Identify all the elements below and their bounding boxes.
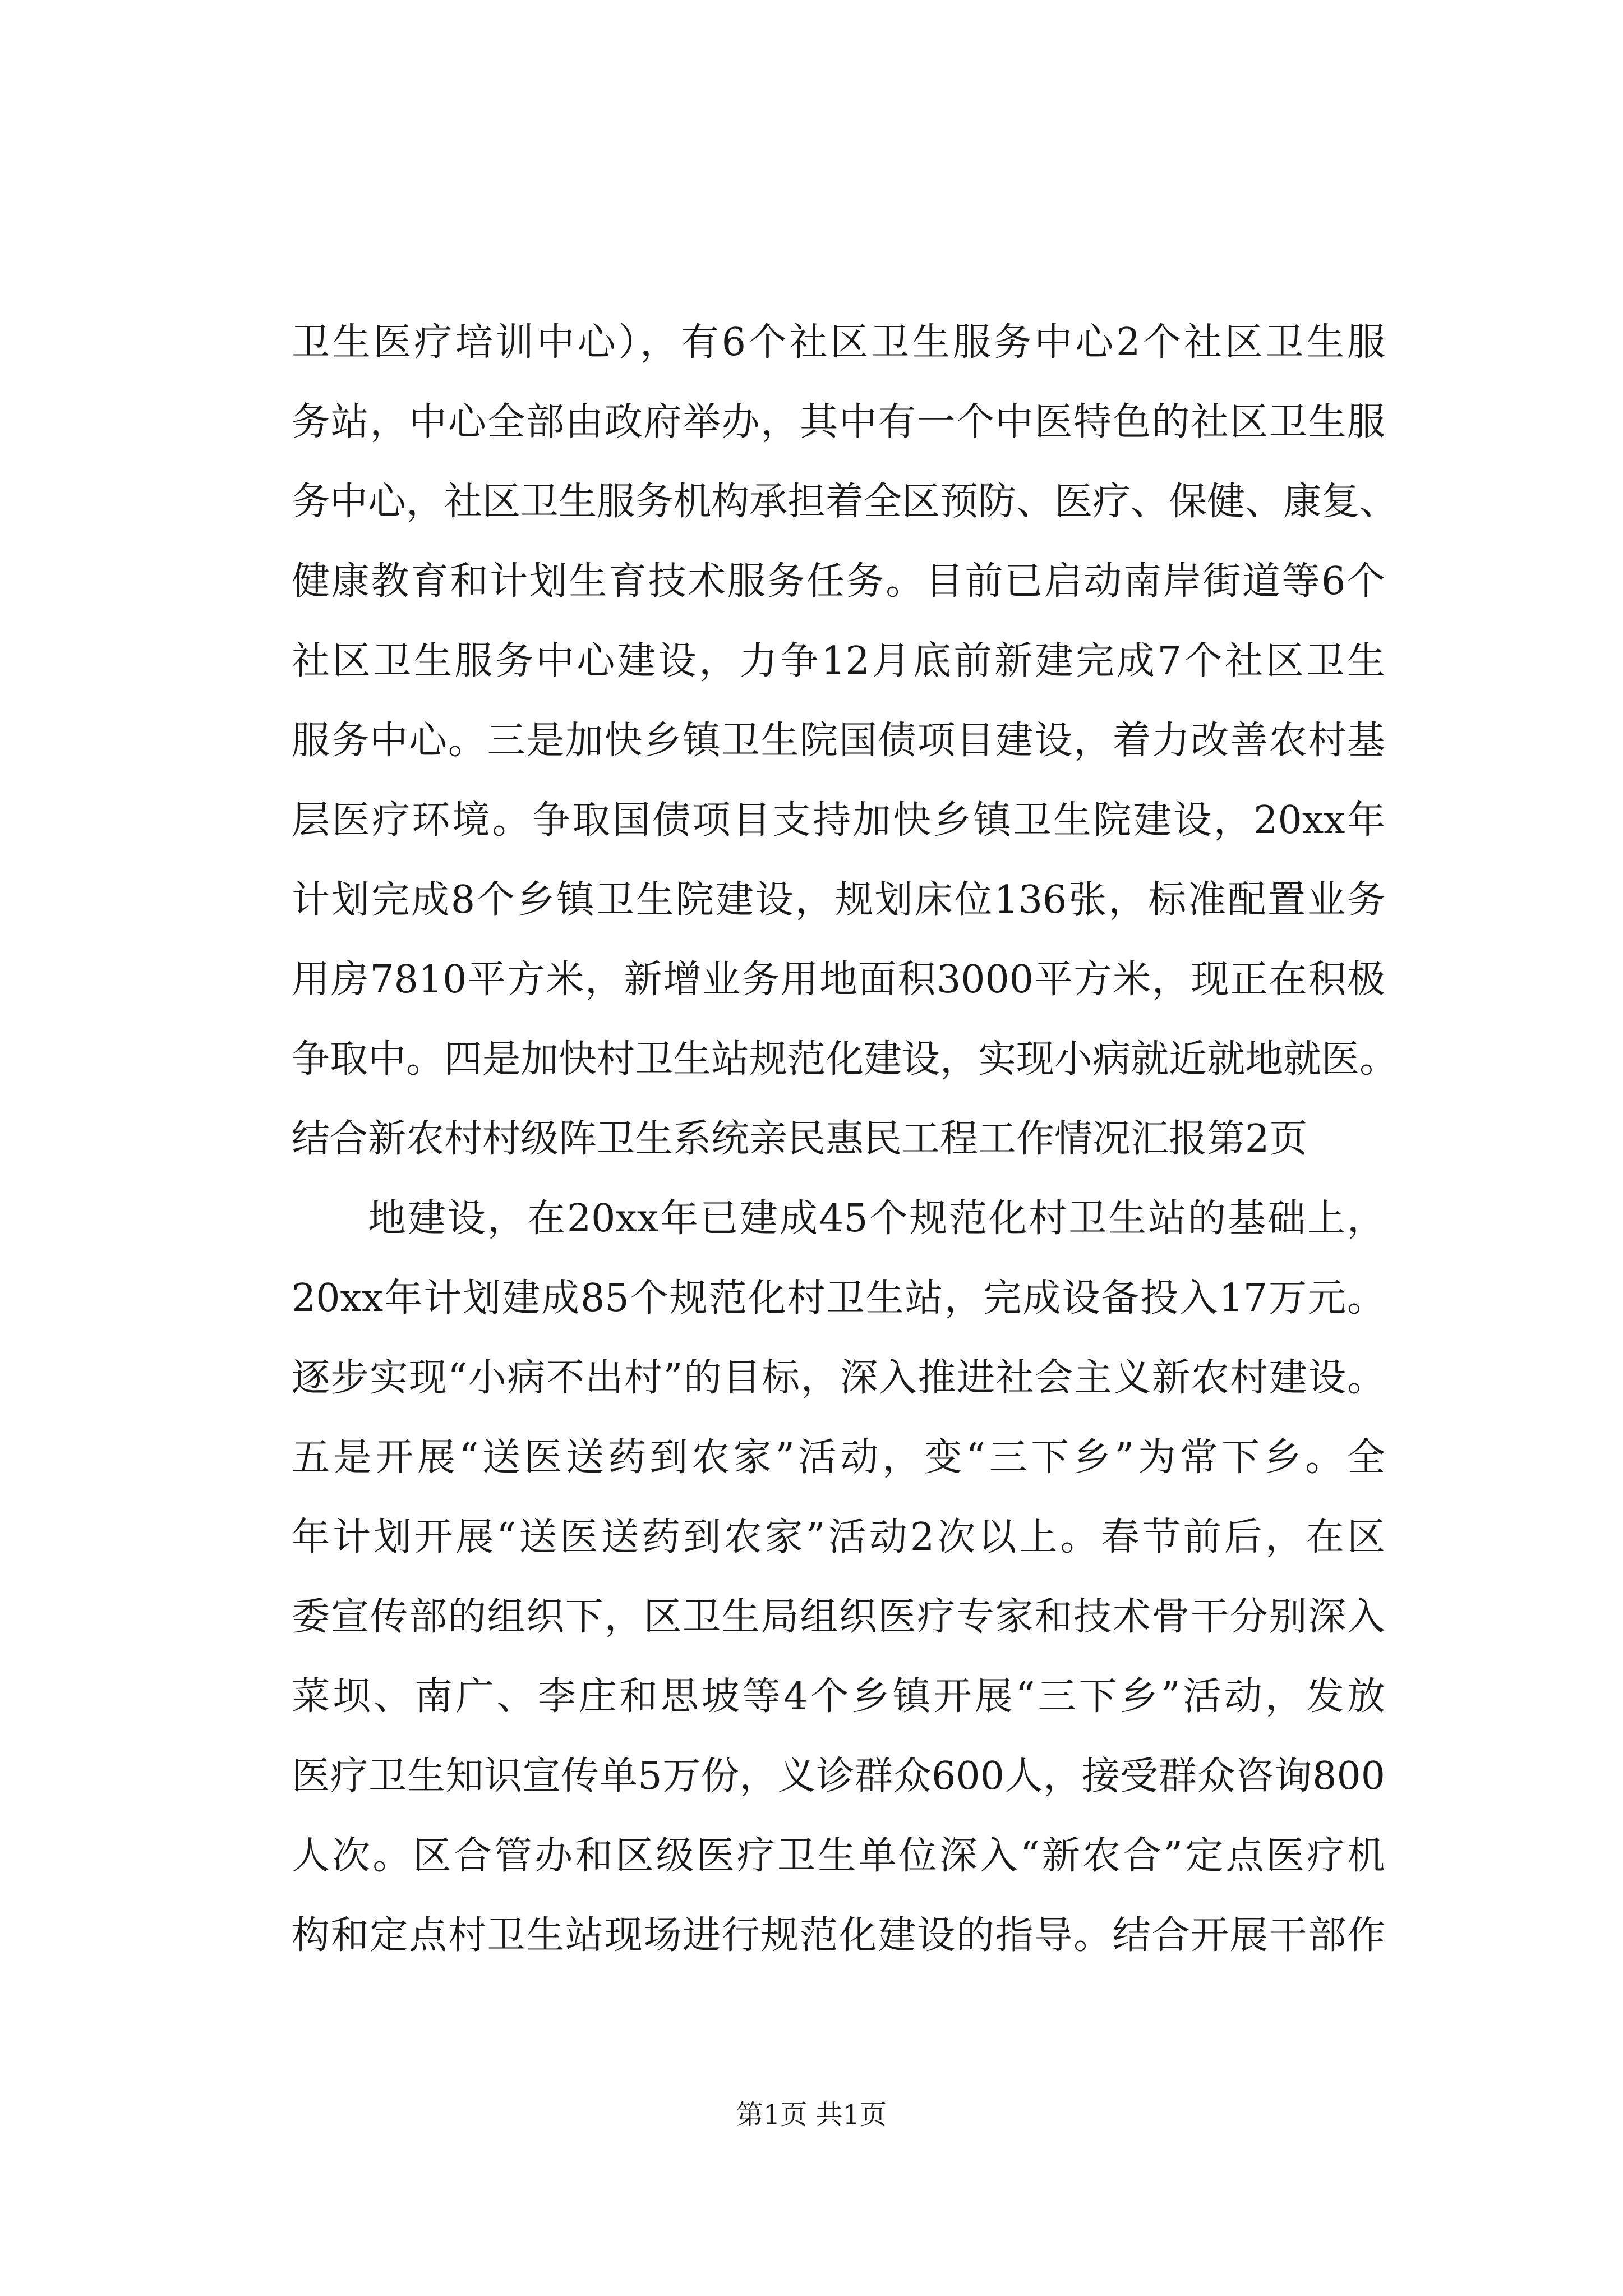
document-body (292, 303, 1398, 1976)
text-line: 人次。区合管办和区级医疗卫生单位深入“新农合”定点医疗机 (292, 1834, 1385, 1878)
text-line: 服务中心。三是加快乡镇卫生院国债项目建设，着力改善农村基 (292, 719, 1385, 763)
text-line: 层医疗环境。争取国债项目支持加快乡镇卫生院建设，20xx年 (292, 798, 1385, 843)
text-line: 委宣传部的组织下，区卫生局组织医疗专家和技术骨干分别深入 (292, 1595, 1385, 1639)
text-line: 用房7810平方米，新增业务用地面积3000平方米，现正在积极 (292, 958, 1385, 1002)
text-line: 卫生医疗培训中心），有6个社区卫生服务中心2个社区卫生服 (292, 320, 1385, 365)
text-line: 菜坝、南广、李庄和思坡等4个乡镇开展“三下乡”活动，发放 (292, 1674, 1385, 1719)
text-line: 争取中。四是加快村卫生站规范化建设，实现小病就近就地就医。 (292, 1037, 1398, 1082)
text-line: 五是开展“送医送药到农家”活动，变“三下乡”为常下乡。全 (292, 1435, 1385, 1480)
text-line: 逐步实现“小病不出村”的目标，深入推进社会主义新农村建设。 (292, 1356, 1385, 1400)
text-line: 地建设，在20xx年已建成45个规范化村卫生站的基础上， (368, 1197, 1385, 1241)
text-line: 结合新农村村级阵卫生系统亲民惠民工程工作情况汇报第2页 (292, 1117, 1308, 1161)
text-line: 20xx年计划建成85个规范化村卫生站，完成设备投入17万元。 (292, 1276, 1385, 1320)
page-footer (0, 2098, 1623, 2132)
text-line: 务中心，社区卫生服务机构承担着全区预防、医疗、保健、康复、 (292, 480, 1398, 524)
text-line: 年计划开展“送医送药到农家”活动2次以上。春节前后，在区 (292, 1515, 1385, 1559)
text-line: 构和定点村卫生站现场进行规范化建设的指导。结合开展干部作 (292, 1913, 1385, 1958)
text-line: 健康教育和计划生育技术服务任务。目前已启动南岸街道等6个 (292, 559, 1385, 604)
text-line: 务站，中心全部由政府举办，其中有一个中医特色的社区卫生服 (292, 400, 1385, 444)
text-line: 社区卫生服务中心建设，力争12月底前新建完成7个社区卫生 (292, 639, 1385, 683)
text-line: 计划完成8个乡镇卫生院建设，规划床位136张，标准配置业务 (292, 878, 1385, 922)
page-number: 第1页 共1页 (736, 2099, 887, 2131)
text-line: 医疗卫生知识宣传单5万份，义诊群众600人，接受群众咨询800 (292, 1754, 1385, 1798)
